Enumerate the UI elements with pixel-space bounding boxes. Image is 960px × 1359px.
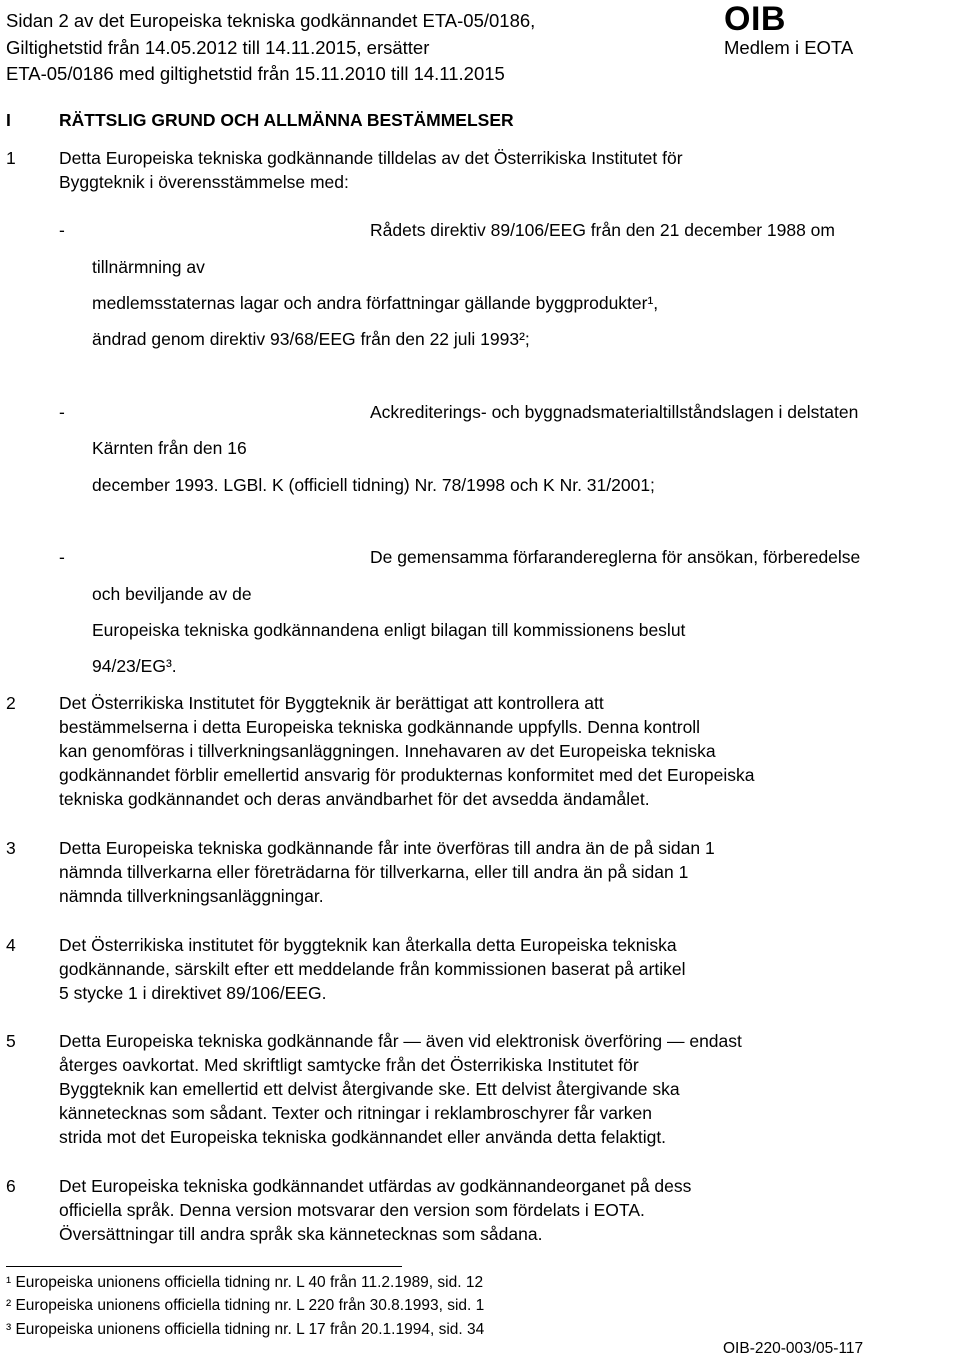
paragraph-line: Det Europeiska tekniska godkännandet utfärdas av godkännandeorganet på dess — [59, 1176, 692, 1196]
paragraph-number: 4 — [6, 935, 16, 955]
paragraph-number: 2 — [6, 693, 16, 713]
header-line-1: Sidan 2 av det Europeiska tekniska godkännandet ETA-05/0186, — [6, 10, 536, 31]
bullet-head: De gemensamma förfarandereglerna för ansökan, förberedelse — [370, 547, 861, 567]
footnote-1: ¹ Europeiska unionens officiella tidning nr. L 40 från 11.2.1989, sid. 12 — [6, 1274, 484, 1291]
bullet-line: december 1993. LGBl. K (officiell tidning) Nr. 78/1998 och K Nr. 31/2001; — [92, 475, 655, 495]
paragraph-line: 5 stycke 1 i direktivet 89/106/EEG. — [59, 983, 327, 1003]
paragraph-line: Det Österrikiska Institutet för Byggteknik är berättigat att kontrollera att — [59, 693, 604, 713]
header-line-2: Giltighetstid från 14.05.2012 till 14.11.2015, ersätter — [6, 37, 430, 58]
bullet-line: Kärnten från den 16 — [92, 438, 247, 458]
paragraph-number: 6 — [6, 1176, 16, 1196]
paragraph-line: Detta Europeiska tekniska godkännande får inte överföras till andra än de på sidan 1 — [59, 838, 715, 858]
logo-subtitle: Medlem i EOTA — [724, 37, 854, 58]
paragraph-line: återges oavkortat. Med skriftligt samtycke från det Österrikiska Institutet för — [59, 1055, 639, 1075]
section-number: I — [6, 110, 11, 130]
paragraph-line: Byggteknik i överensstämmelse med: — [59, 172, 349, 192]
paragraph-line: Det Österrikiska institutet för byggteknik kan återkalla detta Europeiska tekniska — [59, 935, 677, 955]
paragraph-line: Detta Europeiska tekniska godkännande får — även vid elektronisk överföring — endast — [59, 1031, 742, 1051]
paragraph-number: 1 — [6, 148, 16, 168]
bullet-line: Europeiska tekniska godkännandena enligt bilagan till kommissionens beslut — [92, 620, 686, 640]
footnote-2: ² Europeiska unionens officiella tidning nr. L 220 från 30.8.1993, sid. 1 — [6, 1297, 485, 1314]
paragraph-line: Detta Europeiska tekniska godkännande tilldelas av det Österrikiska Institutet för — [59, 148, 683, 168]
paragraph-line: nämnda tillverkningsanläggningar. — [59, 886, 324, 906]
paragraph-line: bestämmelserna i detta Europeiska tekniska godkännande uppfylls. Denna kontroll — [59, 717, 701, 737]
paragraph-line: Byggteknik kan emellertid ett delvist återgivande ske. Ett delvist återgivande ska — [59, 1079, 680, 1099]
bullet-dash: - — [59, 220, 65, 240]
bullet-dash: - — [59, 547, 65, 567]
paragraph-number: 5 — [6, 1031, 16, 1051]
bullet-head: Rådets direktiv 89/106/EEG från den 21 december 1988 om — [370, 220, 835, 240]
paragraph-line: tekniska godkännandet och deras användbarhet för det avsedda ändamålet. — [59, 789, 650, 809]
document-id: OIB-220-003/05-117 — [723, 1340, 864, 1357]
paragraph-number: 3 — [6, 838, 16, 858]
footnote-3: ³ Europeiska unionens officiella tidning nr. L 17 från 20.1.1994, sid. 34 — [6, 1321, 485, 1338]
oib-logo: OIB — [724, 0, 786, 38]
paragraph-line: nämnda tillverkarna eller företrädarna för tillverkarna, eller till andra än på sidan 1 — [59, 862, 689, 882]
bullet-dash: - — [59, 402, 65, 422]
footnote-separator — [6, 1266, 402, 1267]
bullet-head: Ackrediterings- och byggnadsmaterialtillståndslagen i delstaten — [370, 402, 859, 422]
bullet-line: medlemsstaternas lagar och andra författningar gällande byggprodukter¹, — [92, 293, 659, 313]
bullet-line: tillnärmning av — [92, 257, 205, 277]
paragraph-line: kännetecknas som sådant. Texter och ritningar i reklambroschyrer får varken — [59, 1103, 653, 1123]
bullet-line: och beviljande av de — [92, 584, 252, 604]
bullet-line: 94/23/EG³. — [92, 656, 177, 676]
paragraph-line: officiella språk. Denna version motsvarar den version som fördelats i EOTA. — [59, 1200, 645, 1220]
paragraph-line: kan genomföras i tillverkningsanläggningen. Innehavaren av det Europeiska tekniska — [59, 741, 716, 761]
paragraph-line: strida mot det Europeiska tekniska godkännandet eller använda detta felaktigt. — [59, 1127, 667, 1147]
section-title: RÄTTSLIG GRUND OCH ALLMÄNNA BESTÄMMELSER — [59, 110, 514, 130]
bullet-line: ändrad genom direktiv 93/68/EEG från den 22 juli 1993²; — [92, 329, 530, 349]
header-line-3: ETA-05/0186 med giltighetstid från 15.11.2010 till 14.11.2015 — [6, 63, 505, 84]
paragraph-line: godkännandet förblir emellertid ansvarig för produkternas konformitet med det Europeiska — [59, 765, 755, 785]
paragraph-line: godkännande, särskilt efter ett meddelande från kommissionen baserat på artikel — [59, 959, 686, 979]
paragraph-line: Översättningar till andra språk ska kännetecknas som sådana. — [59, 1224, 543, 1244]
